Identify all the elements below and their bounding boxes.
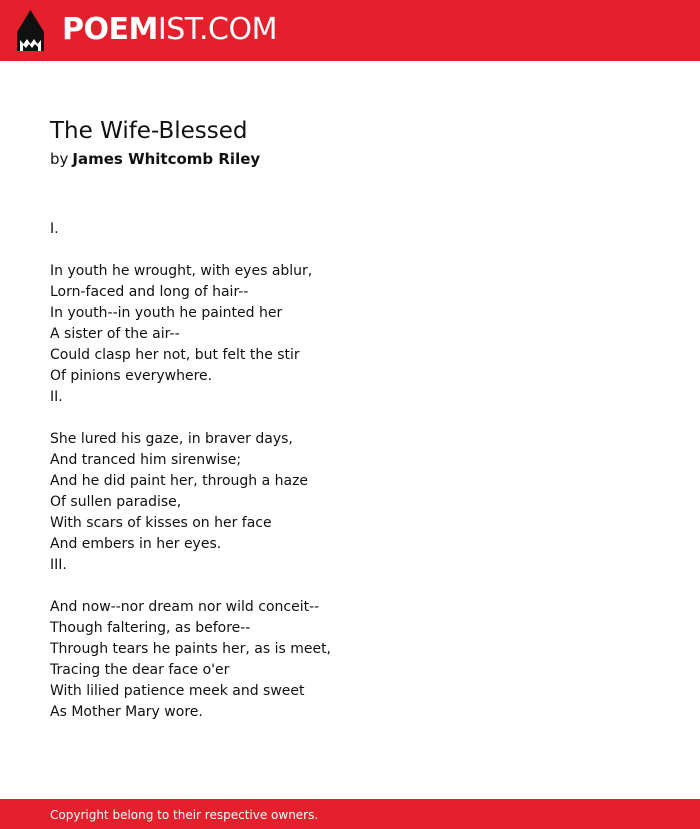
by-label: by	[50, 150, 69, 168]
poem-line: With lilied patience meek and sweet	[50, 683, 305, 699]
poem-title: The Wife-Blessed	[50, 118, 248, 144]
poem-line: III.	[50, 557, 67, 573]
poem-line: Tracing the dear face o'er	[50, 662, 230, 678]
brand-light-text: IST.COM	[157, 12, 277, 47]
poem-line: Of pinions everywhere.	[50, 368, 213, 384]
poem-line: As Mother Mary wore.	[50, 704, 203, 720]
poem-line: I.	[50, 221, 59, 237]
site-logo-text[interactable]	[62, 12, 277, 48]
poem-line: In youth he wrought, with eyes ablur,	[50, 263, 313, 279]
poem-line	[50, 240, 331, 261]
poem-line	[50, 576, 331, 597]
poem-line: She lured his gaze, in braver days,	[50, 431, 293, 447]
poem-body	[50, 219, 331, 723]
site-header	[0, 0, 700, 61]
author-name: James Whitcomb Riley	[72, 150, 261, 168]
poem-line: Though faltering, as before--	[50, 620, 251, 636]
poem-line: Could clasp her not, but felt the stir	[50, 347, 300, 363]
poem-line: A sister of the air--	[50, 326, 180, 342]
poem-line: And tranced him sirenwise;	[50, 452, 242, 468]
poem-line: With scars of kisses on her face	[50, 515, 272, 531]
byline	[50, 149, 260, 169]
poem-line	[50, 408, 331, 429]
poem-line: Of sullen paradise,	[50, 494, 182, 510]
poem-line: And he did paint her, through a haze	[50, 473, 309, 489]
poem-line: In youth--in youth he painted her	[50, 305, 283, 321]
poem-line: Lorn-faced and long of hair--	[50, 284, 249, 300]
site-footer	[0, 799, 700, 829]
brand-bold-text: POEM	[62, 12, 158, 47]
poem-line: And now--nor dream nor wild conceit--	[50, 599, 320, 615]
pencil-icon[interactable]	[17, 10, 44, 51]
copyright-text: Copyright belong to their respective owners.	[50, 808, 319, 822]
poem-line: II.	[50, 389, 63, 405]
poem-line: Through tears he paints her, as is meet,	[50, 641, 332, 657]
poem-line: And embers in her eyes.	[50, 536, 222, 552]
